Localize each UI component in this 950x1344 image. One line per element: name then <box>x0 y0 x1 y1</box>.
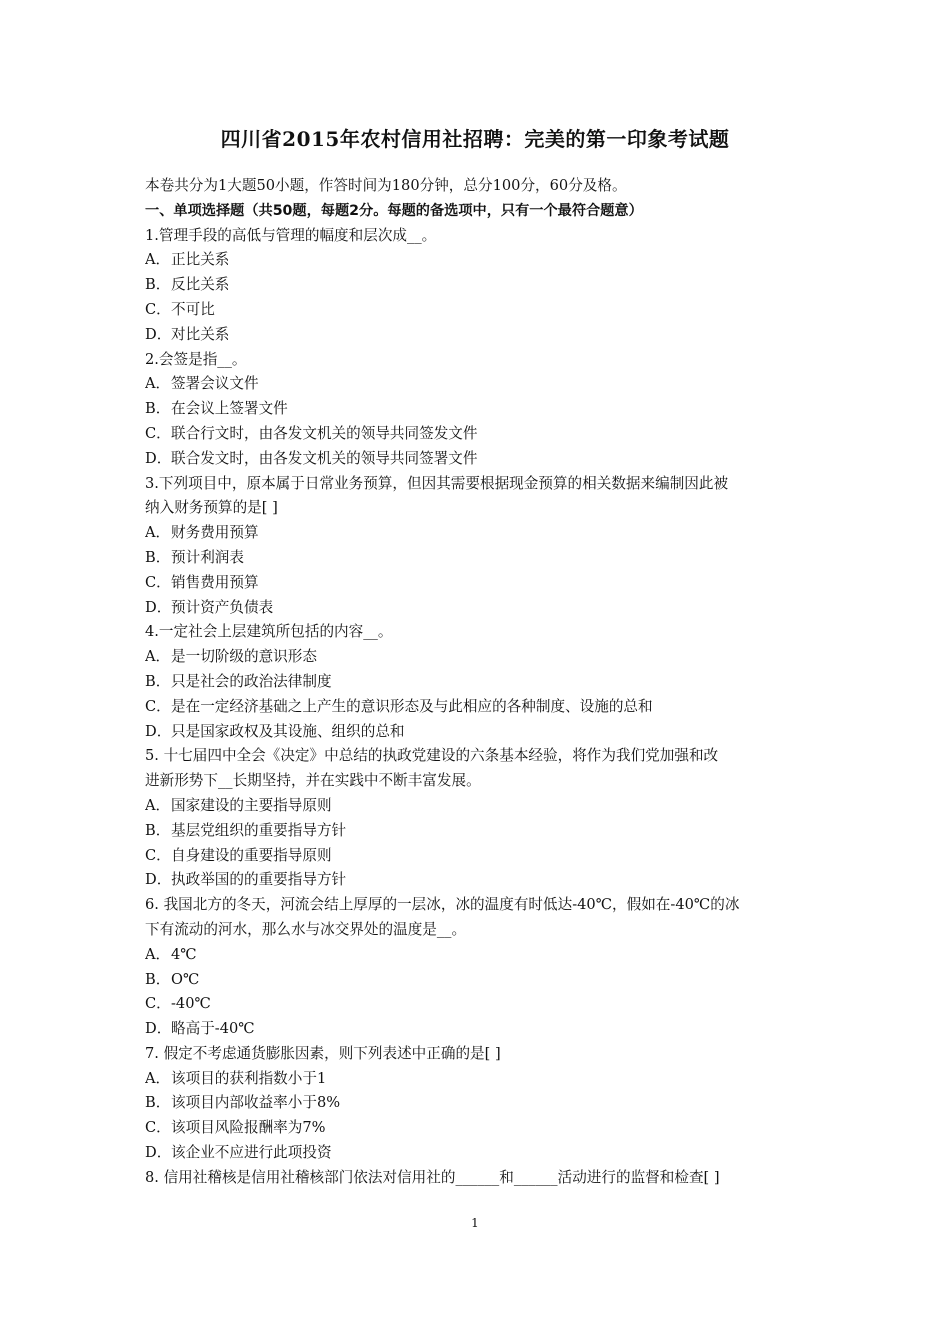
option-letter: B． <box>145 821 171 839</box>
option-text: 反比关系 <box>171 276 230 294</box>
option-text: -40℃ <box>171 995 211 1013</box>
option-d <box>145 868 825 893</box>
option-d <box>145 1017 825 1042</box>
option-c <box>145 422 825 447</box>
option-text: O℃ <box>171 970 200 988</box>
question-text: 3.下列项目中，原本属于日常业务预算，但因其需要根据现金预算的相关数据来编制因此被 <box>145 474 729 492</box>
option-text: 该项目的获利指数小于1 <box>171 1069 327 1087</box>
option-letter: C． <box>145 424 171 442</box>
option-letter: D． <box>145 1020 172 1038</box>
option-b <box>145 546 825 571</box>
question-text: 4.一定社会上层建筑所包括的内容__。 <box>145 623 393 641</box>
option-text: 基层党组织的重要指导方针 <box>171 821 347 839</box>
question-4 <box>145 620 825 744</box>
option-b <box>145 819 825 844</box>
option-letter: C． <box>145 697 171 715</box>
section-heading: 一、单项选择题（共50题，每题2分。每题的备选项中，只有一个最符合题意） <box>145 202 643 219</box>
option-letter: C． <box>145 995 171 1013</box>
option-text: 预计资产负债表 <box>171 598 274 616</box>
option-c <box>145 298 825 323</box>
question-7 <box>145 1042 825 1166</box>
question-3 <box>145 472 825 621</box>
option-letter: A． <box>145 945 171 963</box>
question-5 <box>145 744 825 893</box>
question-8 <box>145 1166 825 1191</box>
option-text: 财务费用预算 <box>171 524 259 542</box>
option-text: 只是国家政权及其设施、组织的总和 <box>171 722 405 740</box>
document-body <box>145 174 825 1191</box>
option-text: 联合行文时，由各发文机关的领导共同签发文件 <box>171 424 478 442</box>
option-c <box>145 992 825 1017</box>
option-text: 对比关系 <box>171 325 230 343</box>
option-letter: A． <box>145 648 171 666</box>
option-c <box>145 1116 825 1141</box>
option-letter: D． <box>145 325 172 343</box>
option-letter: B． <box>145 276 171 294</box>
option-letter: B． <box>145 548 171 566</box>
option-text: 略高于-40℃ <box>171 1020 255 1038</box>
option-d <box>145 720 825 745</box>
option-c <box>145 844 825 869</box>
option-b <box>145 670 825 695</box>
option-d <box>145 323 825 348</box>
option-letter: B． <box>145 970 171 988</box>
option-letter: A． <box>145 524 171 542</box>
option-b <box>145 397 825 422</box>
option-text: 国家建设的主要指导原则 <box>171 796 332 814</box>
question-6 <box>145 893 825 1042</box>
question-text: 6. 我国北方的冬天，河流会结上厚厚的一层冰，冰的温度有时低达-40℃，假如在-40℃的冰 <box>145 896 740 914</box>
option-letter: B． <box>145 400 171 418</box>
option-letter: C． <box>145 573 171 591</box>
option-letter: C． <box>145 846 171 864</box>
option-text: 预计利润表 <box>171 548 244 566</box>
option-letter: D． <box>145 449 172 467</box>
option-text: 在会议上签署文件 <box>171 400 288 418</box>
option-text: 自身建设的重要指导原则 <box>171 846 332 864</box>
exam-intro: 本卷共分为1大题50小题，作答时间为180分钟，总分100分，60分及格。 <box>145 177 627 194</box>
question-text: 5. 十七届四中全会《决定》中总结的执政党建设的六条基本经验，将作为我们党加强和改 <box>145 747 719 765</box>
option-text: 正比关系 <box>171 251 230 269</box>
option-letter: C． <box>145 1119 171 1137</box>
option-letter: A． <box>145 251 171 269</box>
option-text: 是一切阶级的意识形态 <box>171 648 317 666</box>
option-c <box>145 571 825 596</box>
question-text: 2.会签是指__。 <box>145 350 247 368</box>
option-letter: D． <box>145 871 172 889</box>
option-letter: B． <box>145 1094 171 1112</box>
option-b <box>145 273 825 298</box>
option-text: 联合发文时，由各发文机关的领导共同签署文件 <box>171 449 478 467</box>
option-b <box>145 968 825 993</box>
option-a <box>145 645 825 670</box>
option-b <box>145 1091 825 1116</box>
option-letter: A． <box>145 1069 171 1087</box>
question-text-continued: 纳入财务预算的是[ ] <box>145 499 278 517</box>
option-d <box>145 447 825 472</box>
question-text: 8. 信用社稽核是信用社稽核部门依法对信用社的______和______活动进行的监督和检查[ ] <box>145 1168 720 1186</box>
option-c <box>145 695 825 720</box>
question-text: 7. 假定不考虑通货膨胀因素，则下列表述中正确的是[ ] <box>145 1044 501 1062</box>
option-text: 该项目风险报酬率为7% <box>171 1119 326 1137</box>
question-text-continued: 进新形势下__长期坚持，并在实践中不断丰富发展。 <box>145 772 481 790</box>
question-text: 1.管理手段的高低与管理的幅度和层次成__。 <box>145 226 437 244</box>
option-letter: B． <box>145 672 171 690</box>
option-d <box>145 1141 825 1166</box>
option-text: 只是社会的政治法律制度 <box>171 672 332 690</box>
option-letter: C． <box>145 300 171 318</box>
document-title: 四川省2015年农村信用社招聘：完美的第一印象考试题 <box>220 127 730 151</box>
option-a <box>145 943 825 968</box>
option-text: 执政举国的的重要指导方针 <box>171 871 347 889</box>
question-2 <box>145 348 825 472</box>
option-letter: D． <box>145 1144 172 1162</box>
option-a <box>145 794 825 819</box>
option-text: 该项目内部收益率小于8% <box>171 1094 341 1112</box>
option-text: 不可比 <box>171 300 215 318</box>
option-d <box>145 596 825 621</box>
option-a <box>145 248 825 273</box>
option-text: 是在一定经济基础之上产生的意识形态及与此相应的各种制度、设施的总和 <box>171 697 653 715</box>
question-1 <box>145 224 825 348</box>
page-number: 1 <box>471 1216 479 1230</box>
option-text: 销售费用预算 <box>171 573 259 591</box>
option-text: 签署会议文件 <box>171 375 259 393</box>
option-letter: D． <box>145 722 172 740</box>
option-a <box>145 1067 825 1092</box>
option-text: 4℃ <box>171 945 197 963</box>
option-a <box>145 372 825 397</box>
option-letter: D． <box>145 598 172 616</box>
option-a <box>145 521 825 546</box>
question-text-continued: 下有流动的河水，那么水与冰交界处的温度是__。 <box>145 920 467 938</box>
option-text: 该企业不应进行此项投资 <box>171 1144 332 1162</box>
option-letter: A． <box>145 375 171 393</box>
option-letter: A． <box>145 796 171 814</box>
